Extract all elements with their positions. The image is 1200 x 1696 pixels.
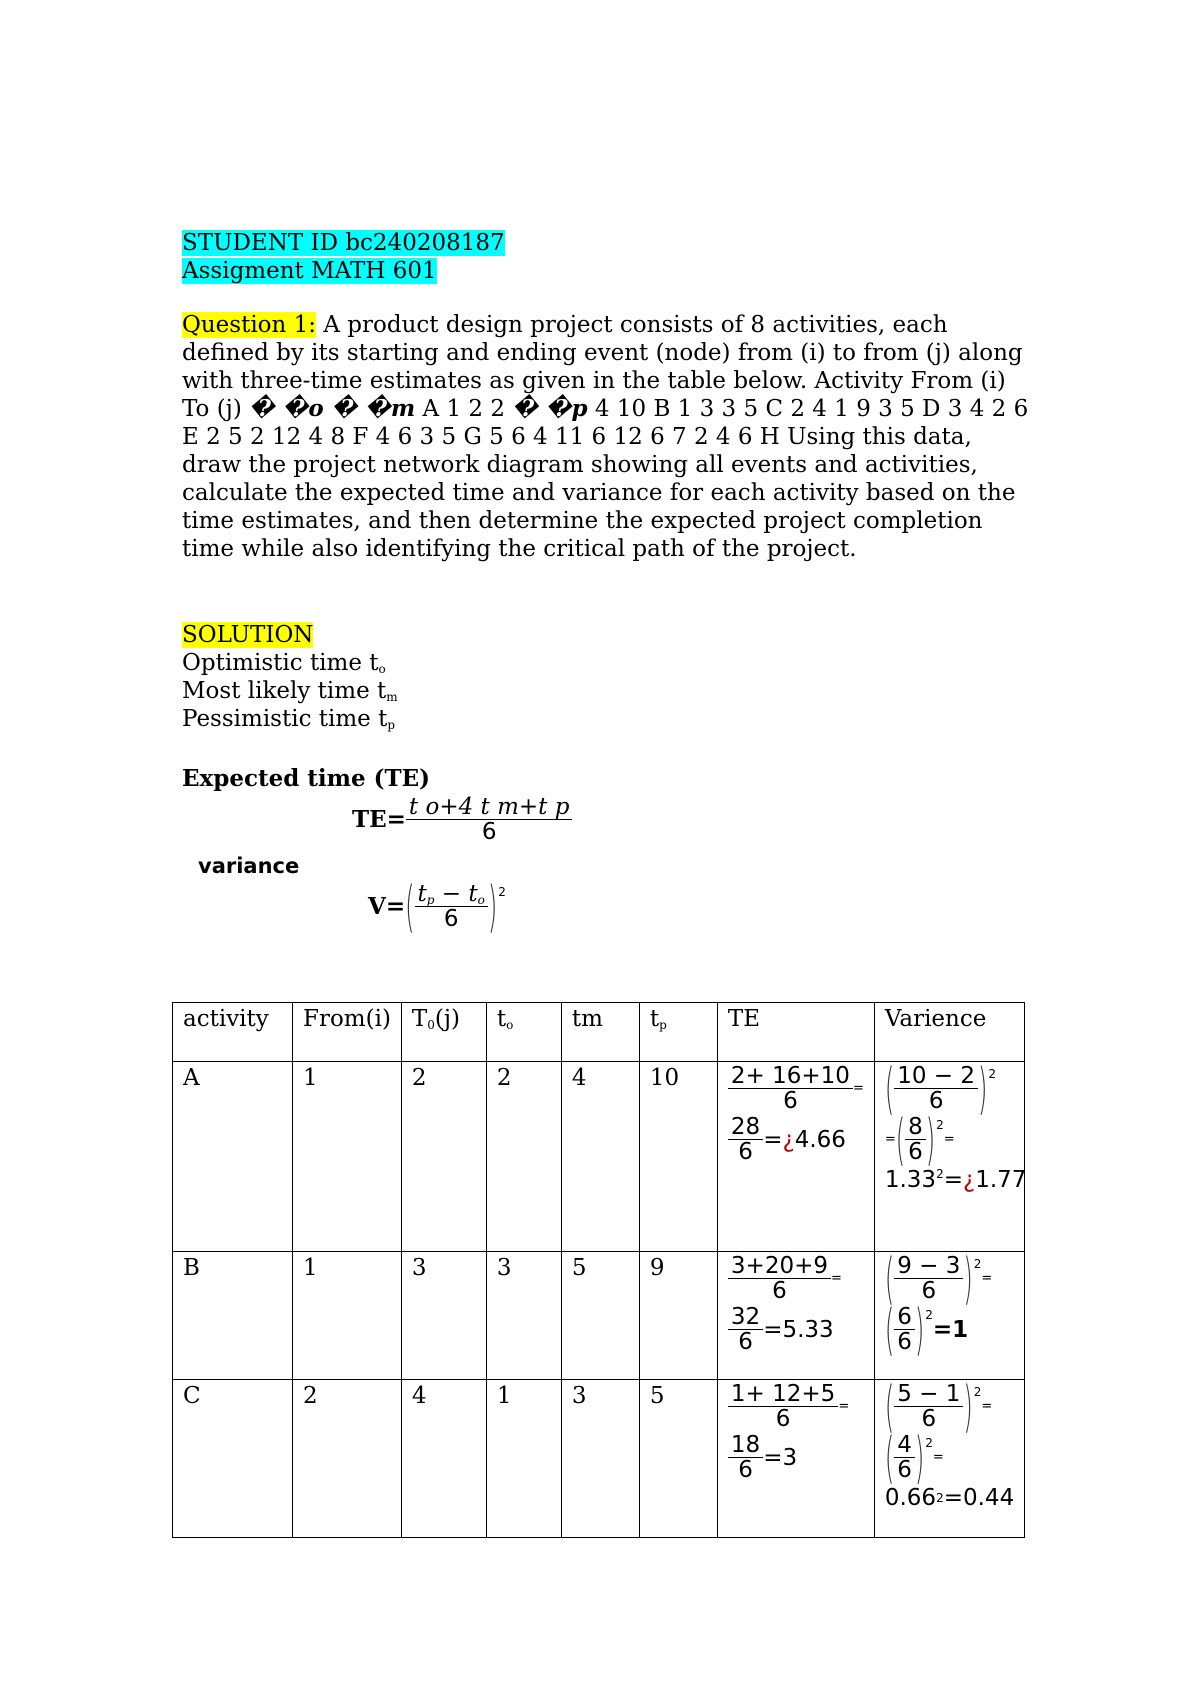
activity-table [172, 1002, 1025, 1538]
expected-time-heading: Expected time (TE) [182, 765, 431, 792]
question-label: Question 1: [182, 312, 317, 338]
optimistic-line: Optimistic time $t_o$ [182, 650, 386, 676]
garbled-m: � �m [323, 395, 416, 422]
table-header-row [173, 1003, 1025, 1062]
most-likely-line: Most likely time $t_m$ [182, 678, 398, 704]
v-lhs: V= [368, 892, 406, 920]
header-variance: Varience [874, 1003, 1024, 1062]
solution-label: SOLUTION [182, 622, 314, 648]
te-lhs: TE= [352, 805, 406, 833]
solution-block [182, 621, 398, 733]
table-row: A 1 2 2 4 10 $\frac{2+ 16+10}{6}$ = $\frac{28}{6}$ = ¿ 4.66 ( $\frac{10 - 2}{6}$ ) 2 = ( $\frac{8}{6}$ ) 2 = $1.33^2=¿1.77$ [173, 1062, 1025, 1252]
question-paragraph [182, 311, 1032, 563]
table-row: B 1 3 3 5 9 $\frac{3+20+9}{6}$ = $\frac{32}{6}$ =5.33 ( $\frac{9 - 3}{6}$ ) 2 = ( $\frac{6}{6}$ ) 2 =1 [173, 1252, 1025, 1380]
pessimistic-line: Pessimistic time $t_p$ [182, 706, 396, 732]
header-te: TE [717, 1003, 874, 1062]
question-text-b: A 1 2 2 [415, 396, 513, 422]
te-cell: $\frac{1+ 12+5}{6}$ = $\frac{18}{6}$ =3 [717, 1380, 874, 1538]
student-id: STUDENT ID bc240208187 [182, 230, 505, 256]
assignment-title: Assigment MATH 601 [182, 258, 437, 284]
header-to: $t_o$ [486, 1003, 561, 1062]
question-text-c: 4 10 B 1 3 3 5 C 2 4 1 9 3 5 D 3 4 2 6 E 2 5 2 12 4 8 F 4 6 3 5 G 5 6 4 11 6 12 6 7 2 4 6 H Using this data, draw the project network diagram showing all events and activities, calculate the expected time and variance for each activity based on the time estimates, and then determine the expected project completion time while also identifying the critical path of the project. [182, 396, 1029, 562]
variance-cell: ( $\frac{10 - 2}{6}$ ) 2 = ( $\frac{8}{6}$ ) 2 = $1.33^2=¿1.77$ [874, 1062, 1024, 1252]
te-fraction: $\frac{\text{t o+4 t m+t p}}{6}$ [406, 795, 573, 844]
variance-cell: ( $\frac{5 - 1}{6}$ ) 2 = ( $\frac{4}{6}$ ) 2 = 0.66 2 =0.44 [874, 1380, 1024, 1538]
garbled-p: � �p [512, 395, 588, 422]
header-block [182, 229, 505, 285]
te-cell: $\frac{2+ 16+10}{6}$ = $\frac{28}{6}$ = ¿ 4.66 [717, 1062, 874, 1252]
table-row: C 2 4 1 3 5 $\frac{1+ 12+5}{6}$ = $\frac{18}{6}$ =3 ( $\frac{5 - 1}{6}$ ) 2 = ( $\frac{4}{6}$ ) 2 = 0.66 2 =0.44 [173, 1380, 1025, 1538]
header-tp: $t_p$ [639, 1003, 717, 1062]
header-to: $T_0(j)$ [401, 1003, 486, 1062]
garbled-o: � �o [249, 395, 324, 422]
te-formula [352, 795, 572, 844]
variance-cell: ( $\frac{9 - 3}{6}$ ) 2 = ( $\frac{6}{6}$ ) 2 =1 [874, 1252, 1024, 1380]
te-cell: $\frac{3+20+9}{6}$ = $\frac{32}{6}$ =5.33 [717, 1252, 874, 1380]
variance-label: variance [198, 854, 300, 878]
variance-formula: V= ( $\frac{t_p - t_o}{6}$ ) 2 [368, 874, 506, 939]
header-activity: activity [173, 1003, 293, 1062]
header-from: From(i) [293, 1003, 402, 1062]
question-text-a: A product design project consists of 8 activities, each defined by its starting and ending event (node) from (i) to from (j) along with three-time estimates as given in the table below. Activity From (i) To (j) [182, 312, 1023, 422]
header-tm: tm [561, 1003, 639, 1062]
